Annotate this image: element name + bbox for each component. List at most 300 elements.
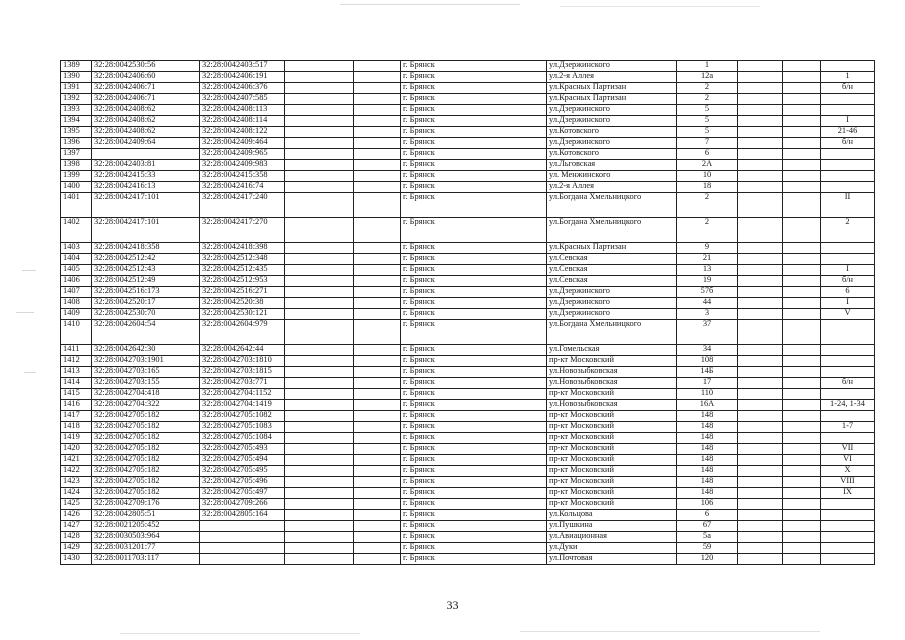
object-cadastral-number-cell: 32:28:0042705:493 bbox=[200, 444, 285, 455]
row-number-cell: 1425 bbox=[61, 499, 92, 510]
street-cell: ул.Богдана Хмельницкого bbox=[547, 218, 677, 243]
house-number-cell: 5а bbox=[677, 532, 738, 543]
house-number-cell: 3 bbox=[677, 309, 738, 320]
empty-cell bbox=[738, 345, 783, 356]
empty-cell bbox=[285, 116, 354, 127]
empty-cell bbox=[354, 83, 401, 94]
premises-number-cell bbox=[821, 254, 875, 265]
empty-cell bbox=[285, 532, 354, 543]
cadastral-number-cell: 32:28:0011703:117 bbox=[92, 554, 200, 565]
cadastral-number-cell: 32:28:0042409:64 bbox=[92, 138, 200, 149]
city-cell: г. Брянск bbox=[401, 160, 547, 171]
premises-number-cell: б/н bbox=[821, 138, 875, 149]
empty-cell bbox=[783, 543, 821, 554]
city-cell: г. Брянск bbox=[401, 193, 547, 218]
row-number-cell: 1416 bbox=[61, 400, 92, 411]
empty-cell bbox=[285, 422, 354, 433]
empty-cell bbox=[285, 193, 354, 218]
row-number-cell: 1394 bbox=[61, 116, 92, 127]
empty-cell bbox=[738, 532, 783, 543]
empty-cell bbox=[783, 389, 821, 400]
house-number-cell: 120 bbox=[677, 554, 738, 565]
house-number-cell: 44 bbox=[677, 298, 738, 309]
object-cadastral-number-cell: 32:28:0042705:1082 bbox=[200, 411, 285, 422]
object-cadastral-number-cell bbox=[200, 543, 285, 554]
empty-cell bbox=[354, 356, 401, 367]
empty-cell bbox=[738, 356, 783, 367]
empty-cell bbox=[354, 455, 401, 466]
empty-cell bbox=[783, 243, 821, 254]
table-row bbox=[61, 254, 875, 265]
street-cell: ул.Кольцова bbox=[547, 510, 677, 521]
empty-cell bbox=[354, 433, 401, 444]
cadastral-number-cell: 32:28:0031201:77 bbox=[92, 543, 200, 554]
city-cell: г. Брянск bbox=[401, 149, 547, 160]
table-row bbox=[61, 444, 875, 455]
object-cadastral-number-cell: 32:28:0042512:435 bbox=[200, 265, 285, 276]
street-cell: ул.Богдана Хмельницкого bbox=[547, 193, 677, 218]
city-cell: г. Брянск bbox=[401, 254, 547, 265]
empty-cell bbox=[285, 265, 354, 276]
street-cell: ул.Дзержинского bbox=[547, 61, 677, 72]
empty-cell bbox=[738, 160, 783, 171]
empty-cell bbox=[783, 149, 821, 160]
table-row bbox=[61, 149, 875, 160]
empty-cell bbox=[738, 433, 783, 444]
house-number-cell: 148 bbox=[677, 455, 738, 466]
empty-cell bbox=[354, 287, 401, 298]
empty-cell bbox=[285, 367, 354, 378]
empty-cell bbox=[738, 367, 783, 378]
city-cell: г. Брянск bbox=[401, 477, 547, 488]
empty-cell bbox=[738, 499, 783, 510]
empty-cell bbox=[783, 345, 821, 356]
premises-number-cell: 1 bbox=[821, 72, 875, 83]
empty-cell bbox=[354, 510, 401, 521]
empty-cell bbox=[783, 378, 821, 389]
street-cell: пр-кт Московский bbox=[547, 389, 677, 400]
premises-number-cell bbox=[821, 105, 875, 116]
empty-cell bbox=[783, 127, 821, 138]
empty-cell bbox=[738, 488, 783, 499]
object-cadastral-number-cell: 32:28:0042409:983 bbox=[200, 160, 285, 171]
city-cell: г. Брянск bbox=[401, 488, 547, 499]
premises-number-cell: 2 bbox=[821, 218, 875, 243]
empty-cell bbox=[783, 433, 821, 444]
cadastral-number-cell: 32:28:0042408:62 bbox=[92, 116, 200, 127]
row-number-cell: 1407 bbox=[61, 287, 92, 298]
street-cell: пр-кт Московский bbox=[547, 356, 677, 367]
city-cell: г. Брянск bbox=[401, 83, 547, 94]
empty-cell bbox=[738, 105, 783, 116]
row-number-cell: 1427 bbox=[61, 521, 92, 532]
object-cadastral-number-cell: 32:28:0042703:1815 bbox=[200, 367, 285, 378]
city-cell: г. Брянск bbox=[401, 127, 547, 138]
table-row bbox=[61, 477, 875, 488]
cadastral-number-cell: 32:28:0042512:49 bbox=[92, 276, 200, 287]
object-cadastral-number-cell: 32:28:0042407:585 bbox=[200, 94, 285, 105]
table-row bbox=[61, 171, 875, 182]
object-cadastral-number-cell bbox=[200, 532, 285, 543]
premises-number-cell bbox=[821, 554, 875, 565]
cadastral-number-cell: 32:28:0042705:182 bbox=[92, 455, 200, 466]
object-cadastral-number-cell: 32:28:0042705:1084 bbox=[200, 433, 285, 444]
cadastral-number-cell: 32:28:0042805:51 bbox=[92, 510, 200, 521]
table-row bbox=[61, 72, 875, 83]
street-cell: ул.Дуки bbox=[547, 543, 677, 554]
empty-cell bbox=[783, 455, 821, 466]
empty-cell bbox=[783, 298, 821, 309]
premises-number-cell: б/н bbox=[821, 378, 875, 389]
empty-cell bbox=[738, 182, 783, 193]
cadastral-number-cell: 32:28:0042530:70 bbox=[92, 309, 200, 320]
object-cadastral-number-cell: 32:28:0042512:348 bbox=[200, 254, 285, 265]
street-cell: ул.Севская bbox=[547, 254, 677, 265]
house-number-cell: 18 bbox=[677, 182, 738, 193]
city-cell: г. Брянск bbox=[401, 554, 547, 565]
empty-cell bbox=[354, 127, 401, 138]
premises-number-cell bbox=[821, 499, 875, 510]
street-cell: пр-кт Московский bbox=[547, 411, 677, 422]
object-cadastral-number-cell: 32:28:0042709:266 bbox=[200, 499, 285, 510]
empty-cell bbox=[783, 83, 821, 94]
table-row bbox=[61, 298, 875, 309]
cadastral-number-cell: 32:28:0042418:358 bbox=[92, 243, 200, 254]
premises-number-cell bbox=[821, 94, 875, 105]
empty-cell bbox=[285, 61, 354, 72]
empty-cell bbox=[354, 543, 401, 554]
empty-cell bbox=[354, 72, 401, 83]
house-number-cell: 148 bbox=[677, 411, 738, 422]
premises-number-cell bbox=[821, 521, 875, 532]
row-number-cell: 1419 bbox=[61, 433, 92, 444]
row-number-cell: 1411 bbox=[61, 345, 92, 356]
table-row bbox=[61, 400, 875, 411]
street-cell: ул.Богдана Хмельницкого bbox=[547, 320, 677, 345]
city-cell: г. Брянск bbox=[401, 182, 547, 193]
street-cell: пр-кт Московский bbox=[547, 466, 677, 477]
empty-cell bbox=[354, 320, 401, 345]
house-number-cell: 5 bbox=[677, 116, 738, 127]
row-number-cell: 1410 bbox=[61, 320, 92, 345]
row-number-cell: 1422 bbox=[61, 466, 92, 477]
empty-cell bbox=[285, 83, 354, 94]
house-number-cell: 148 bbox=[677, 488, 738, 499]
house-number-cell: 6 bbox=[677, 149, 738, 160]
empty-cell bbox=[354, 171, 401, 182]
street-cell: ул. Менжинского bbox=[547, 171, 677, 182]
empty-cell bbox=[354, 411, 401, 422]
object-cadastral-number-cell: 32:28:0042703:771 bbox=[200, 378, 285, 389]
row-number-cell: 1396 bbox=[61, 138, 92, 149]
city-cell: г. Брянск bbox=[401, 532, 547, 543]
page-number: 33 bbox=[446, 598, 459, 612]
empty-cell bbox=[783, 367, 821, 378]
object-cadastral-number-cell: 32:28:0042642:44 bbox=[200, 345, 285, 356]
table-row bbox=[61, 160, 875, 171]
empty-cell bbox=[354, 422, 401, 433]
house-number-cell: 2А bbox=[677, 160, 738, 171]
cadastral-number-cell: 32:28:0042512:43 bbox=[92, 265, 200, 276]
empty-cell bbox=[783, 422, 821, 433]
house-number-cell: 7 bbox=[677, 138, 738, 149]
table-row bbox=[61, 105, 875, 116]
empty-cell bbox=[354, 105, 401, 116]
empty-cell bbox=[738, 287, 783, 298]
empty-cell bbox=[738, 455, 783, 466]
street-cell: ул.Гомельская bbox=[547, 345, 677, 356]
empty-cell bbox=[285, 455, 354, 466]
scan-artifact bbox=[520, 631, 820, 632]
row-number-cell: 1417 bbox=[61, 411, 92, 422]
empty-cell bbox=[783, 254, 821, 265]
table-row bbox=[61, 499, 875, 510]
cadastral-number-cell: 32:28:0042408:62 bbox=[92, 127, 200, 138]
house-number-cell: 148 bbox=[677, 444, 738, 455]
empty-cell bbox=[354, 488, 401, 499]
empty-cell bbox=[285, 433, 354, 444]
house-number-cell: 37 bbox=[677, 320, 738, 345]
row-number-cell: 1408 bbox=[61, 298, 92, 309]
object-cadastral-number-cell: 32:28:0042516:271 bbox=[200, 287, 285, 298]
empty-cell bbox=[738, 149, 783, 160]
empty-cell bbox=[783, 276, 821, 287]
house-number-cell: 108 bbox=[677, 356, 738, 367]
house-number-cell: 5 bbox=[677, 127, 738, 138]
premises-number-cell: V bbox=[821, 309, 875, 320]
premises-number-cell bbox=[821, 510, 875, 521]
empty-cell bbox=[738, 298, 783, 309]
table-row bbox=[61, 488, 875, 499]
premises-number-cell: 6 bbox=[821, 287, 875, 298]
object-cadastral-number-cell: 32:28:0042703:1810 bbox=[200, 356, 285, 367]
empty-cell bbox=[285, 389, 354, 400]
object-cadastral-number-cell: 32:28:0042406:376 bbox=[200, 83, 285, 94]
premises-number-cell: 21-46 bbox=[821, 127, 875, 138]
city-cell: г. Брянск bbox=[401, 116, 547, 127]
object-cadastral-number-cell: 32:28:0042705:495 bbox=[200, 466, 285, 477]
empty-cell bbox=[738, 254, 783, 265]
empty-cell bbox=[738, 83, 783, 94]
premises-number-cell: 1-7 bbox=[821, 422, 875, 433]
street-cell: ул.Пушкина bbox=[547, 521, 677, 532]
object-cadastral-number-cell: 32:28:0042403:517 bbox=[200, 61, 285, 72]
empty-cell bbox=[354, 218, 401, 243]
empty-cell bbox=[354, 532, 401, 543]
empty-cell bbox=[738, 276, 783, 287]
empty-cell bbox=[285, 521, 354, 532]
city-cell: г. Брянск bbox=[401, 444, 547, 455]
city-cell: г. Брянск bbox=[401, 455, 547, 466]
table-row bbox=[61, 532, 875, 543]
empty-cell bbox=[783, 521, 821, 532]
cadastral-number-cell: 32:28:0042604:54 bbox=[92, 320, 200, 345]
empty-cell bbox=[354, 378, 401, 389]
house-number-cell: 19 bbox=[677, 276, 738, 287]
city-cell: г. Брянск bbox=[401, 345, 547, 356]
street-cell: ул.Авиационная bbox=[547, 532, 677, 543]
empty-cell bbox=[285, 510, 354, 521]
cadastral-number-cell: 32:28:0042408:62 bbox=[92, 105, 200, 116]
street-cell: ул.Красных Партизан bbox=[547, 83, 677, 94]
empty-cell bbox=[783, 182, 821, 193]
scan-artifact bbox=[560, 6, 760, 7]
premises-number-cell bbox=[821, 243, 875, 254]
empty-cell bbox=[354, 444, 401, 455]
street-cell: ул.Новозыбковская bbox=[547, 378, 677, 389]
empty-cell bbox=[738, 389, 783, 400]
premises-number-cell: I bbox=[821, 298, 875, 309]
row-number-cell: 1398 bbox=[61, 160, 92, 171]
empty-cell bbox=[285, 138, 354, 149]
empty-cell bbox=[783, 444, 821, 455]
empty-cell bbox=[738, 127, 783, 138]
table-row bbox=[61, 116, 875, 127]
table-row bbox=[61, 554, 875, 565]
empty-cell bbox=[738, 422, 783, 433]
empty-cell bbox=[738, 61, 783, 72]
cadastral-number-cell: 32:28:0042705:182 bbox=[92, 411, 200, 422]
object-cadastral-number-cell: 32:28:0042705:1083 bbox=[200, 422, 285, 433]
city-cell: г. Брянск bbox=[401, 218, 547, 243]
empty-cell bbox=[285, 298, 354, 309]
empty-cell bbox=[783, 320, 821, 345]
street-cell: ул.Красных Партизан bbox=[547, 94, 677, 105]
cadastral-number-cell: 32:28:0042705:182 bbox=[92, 422, 200, 433]
empty-cell bbox=[783, 488, 821, 499]
premises-number-cell: 1-24, 1-34 bbox=[821, 400, 875, 411]
premises-number-cell bbox=[821, 61, 875, 72]
city-cell: г. Брянск bbox=[401, 287, 547, 298]
empty-cell bbox=[285, 444, 354, 455]
table-row bbox=[61, 127, 875, 138]
empty-cell bbox=[354, 309, 401, 320]
table-row bbox=[61, 83, 875, 94]
table-row bbox=[61, 411, 875, 422]
empty-cell bbox=[354, 243, 401, 254]
object-cadastral-number-cell bbox=[200, 521, 285, 532]
house-number-cell: 6 bbox=[677, 510, 738, 521]
premises-number-cell bbox=[821, 345, 875, 356]
city-cell: г. Брянск bbox=[401, 171, 547, 182]
empty-cell bbox=[285, 488, 354, 499]
empty-cell bbox=[738, 510, 783, 521]
street-cell: ул.Дзержинского bbox=[547, 287, 677, 298]
cadastral-number-cell: 32:28:0042406:60 bbox=[92, 72, 200, 83]
street-cell: пр-кт Московский bbox=[547, 433, 677, 444]
empty-cell bbox=[354, 389, 401, 400]
object-cadastral-number-cell: 32:28:0042417:270 bbox=[200, 218, 285, 243]
premises-number-cell bbox=[821, 411, 875, 422]
empty-cell bbox=[354, 61, 401, 72]
premises-number-cell bbox=[821, 389, 875, 400]
empty-cell bbox=[285, 218, 354, 243]
premises-number-cell bbox=[821, 182, 875, 193]
city-cell: г. Брянск bbox=[401, 298, 547, 309]
cadastral-number-cell: 32:28:0042406:71 bbox=[92, 83, 200, 94]
empty-cell bbox=[354, 160, 401, 171]
row-number-cell: 1421 bbox=[61, 455, 92, 466]
empty-cell bbox=[354, 477, 401, 488]
house-number-cell: 5 bbox=[677, 105, 738, 116]
empty-cell bbox=[285, 400, 354, 411]
house-number-cell: 34 bbox=[677, 345, 738, 356]
street-cell: ул.2-я Аллея bbox=[547, 72, 677, 83]
empty-cell bbox=[738, 378, 783, 389]
cadastral-number-cell: 32:28:0042417:101 bbox=[92, 218, 200, 243]
scan-artifact bbox=[22, 270, 36, 271]
empty-cell bbox=[354, 276, 401, 287]
house-number-cell: 14Б bbox=[677, 367, 738, 378]
empty-cell bbox=[783, 193, 821, 218]
city-cell: г. Брянск bbox=[401, 543, 547, 554]
table-row bbox=[61, 378, 875, 389]
house-number-cell: 2 bbox=[677, 193, 738, 218]
empty-cell bbox=[285, 378, 354, 389]
object-cadastral-number-cell: 32:28:0042705:494 bbox=[200, 455, 285, 466]
object-cadastral-number-cell: 32:28:0042705:496 bbox=[200, 477, 285, 488]
street-cell: ул.Льговская bbox=[547, 160, 677, 171]
object-cadastral-number-cell: 32:28:0042530:121 bbox=[200, 309, 285, 320]
premises-number-cell bbox=[821, 171, 875, 182]
street-cell: ул.Новозыбковская bbox=[547, 367, 677, 378]
street-cell: ул.Дзержинского bbox=[547, 116, 677, 127]
cadastral-number-cell: 32:28:0042403:81 bbox=[92, 160, 200, 171]
empty-cell bbox=[354, 345, 401, 356]
premises-number-cell bbox=[821, 543, 875, 554]
row-number-cell: 1405 bbox=[61, 265, 92, 276]
city-cell: г. Брянск bbox=[401, 276, 547, 287]
object-cadastral-number-cell: 32:28:0042408:114 bbox=[200, 116, 285, 127]
object-cadastral-number-cell: 32:28:0042705:497 bbox=[200, 488, 285, 499]
scan-artifact bbox=[16, 312, 34, 313]
table-row bbox=[61, 356, 875, 367]
empty-cell bbox=[285, 149, 354, 160]
city-cell: г. Брянск bbox=[401, 265, 547, 276]
row-number-cell: 1393 bbox=[61, 105, 92, 116]
empty-cell bbox=[354, 116, 401, 127]
premises-number-cell bbox=[821, 320, 875, 345]
empty-cell bbox=[285, 182, 354, 193]
empty-cell bbox=[738, 265, 783, 276]
table-row bbox=[61, 138, 875, 149]
row-number-cell: 1404 bbox=[61, 254, 92, 265]
empty-cell bbox=[354, 149, 401, 160]
house-number-cell: 2 bbox=[677, 83, 738, 94]
empty-cell bbox=[285, 554, 354, 565]
object-cadastral-number-cell: 32:28:0042418:398 bbox=[200, 243, 285, 254]
row-number-cell: 1424 bbox=[61, 488, 92, 499]
street-cell: пр-кт Московский bbox=[547, 499, 677, 510]
empty-cell bbox=[738, 521, 783, 532]
empty-cell bbox=[783, 171, 821, 182]
row-number-cell: 1428 bbox=[61, 532, 92, 543]
row-number-cell: 1412 bbox=[61, 356, 92, 367]
empty-cell bbox=[285, 309, 354, 320]
empty-cell bbox=[738, 171, 783, 182]
empty-cell bbox=[285, 72, 354, 83]
table-row bbox=[61, 466, 875, 477]
city-cell: г. Брянск bbox=[401, 243, 547, 254]
street-cell: пр-кт Московский bbox=[547, 488, 677, 499]
empty-cell bbox=[783, 116, 821, 127]
cadastral-number-cell: 32:28:0042406:71 bbox=[92, 94, 200, 105]
empty-cell bbox=[783, 72, 821, 83]
object-cadastral-number-cell: 32:28:0042805:164 bbox=[200, 510, 285, 521]
row-number-cell: 1406 bbox=[61, 276, 92, 287]
row-number-cell: 1401 bbox=[61, 193, 92, 218]
row-number-cell: 1403 bbox=[61, 243, 92, 254]
